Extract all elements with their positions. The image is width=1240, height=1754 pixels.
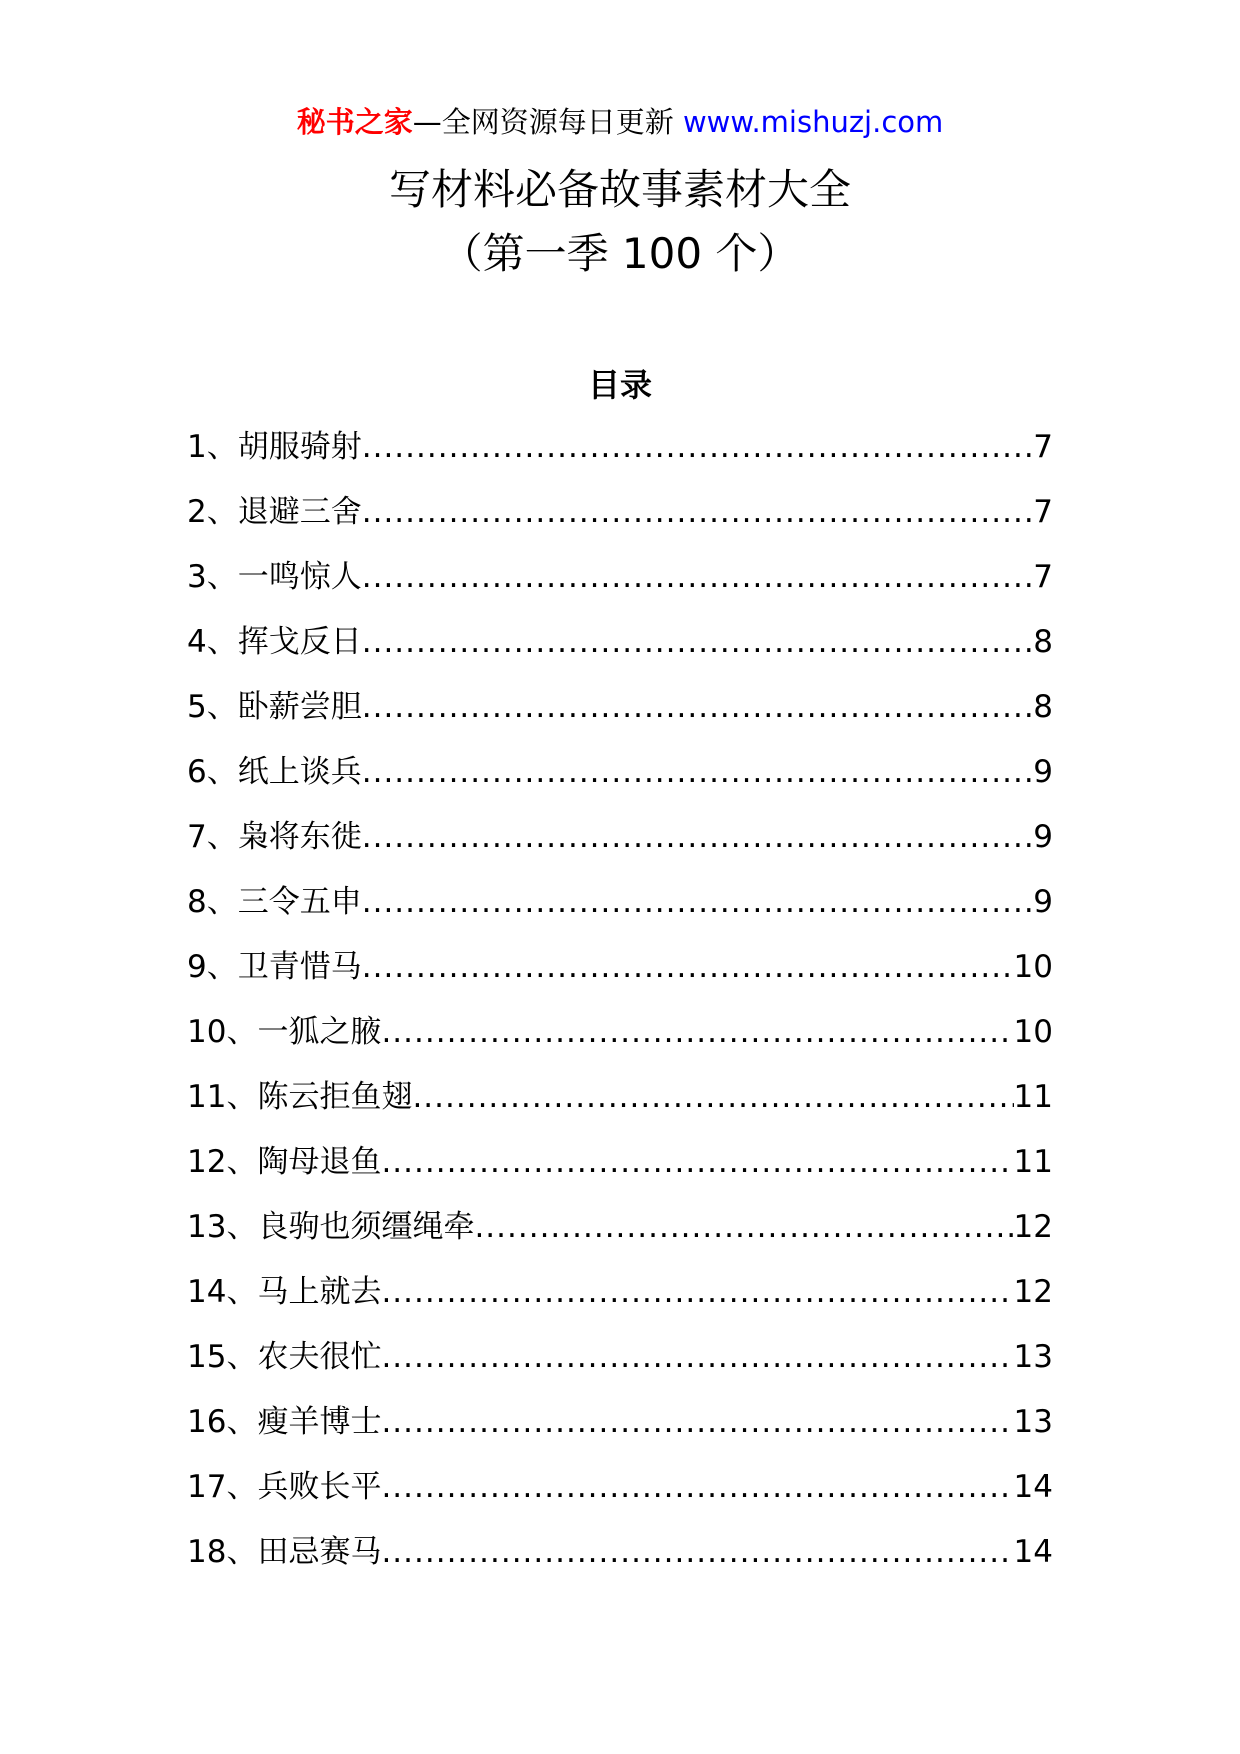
toc-leader-dots: [362, 487, 1034, 537]
toc-entry-page: 13: [1013, 1339, 1053, 1375]
toc-entry[interactable]: [187, 1072, 1053, 1137]
toc-entry-page: 9: [1033, 884, 1053, 920]
toc-heading: 目录: [587, 366, 652, 404]
toc-leader-dots: [362, 812, 1034, 862]
brand-name: 秘书之家: [296, 105, 413, 139]
document-subtitle: （第一季 100 个）: [440, 229, 800, 278]
toc-entry[interactable]: [187, 1332, 1053, 1397]
toc-entry[interactable]: [187, 747, 1053, 812]
toc-entry-title: 1、胡服骑射: [187, 429, 362, 465]
toc-entry-page: 7: [1033, 559, 1053, 595]
toc-entry[interactable]: [187, 877, 1053, 942]
toc-entry-page: 14: [1013, 1469, 1053, 1505]
toc-entry[interactable]: [187, 1527, 1053, 1592]
site-banner: [0, 100, 1240, 144]
toc-entry-title: 7、枭将东徙: [187, 819, 362, 855]
toc-leader-dots: [381, 1137, 1013, 1187]
toc-leader-dots: [362, 422, 1034, 472]
toc-entry[interactable]: [187, 1137, 1053, 1202]
toc-entry-title: 14、马上就去: [187, 1274, 382, 1310]
site-url-link[interactable]: www.mishuzj.com: [682, 105, 944, 139]
toc-leader-dots: [381, 1332, 1013, 1382]
toc-entry-title: 3、一鸣惊人: [187, 559, 362, 595]
toc-entry[interactable]: [187, 617, 1053, 682]
toc-entry-page: 11: [1013, 1079, 1053, 1115]
toc-entry[interactable]: [187, 1462, 1053, 1527]
toc-entry-page: 12: [1013, 1209, 1053, 1245]
toc-entry-page: 14: [1013, 1534, 1053, 1570]
toc-leader-dots: [381, 1397, 1013, 1447]
toc-entry[interactable]: [187, 682, 1053, 747]
toc-leader-dots: [381, 1527, 1013, 1577]
toc-entry[interactable]: [187, 1007, 1053, 1072]
toc-entry[interactable]: [187, 942, 1053, 1007]
toc-entry-title: 4、挥戈反日: [187, 624, 362, 660]
toc-leader-dots: [412, 1072, 1013, 1122]
toc-entry-title: 15、农夫很忙: [187, 1339, 382, 1375]
document-title: 写材料必备故事素材大全: [388, 165, 851, 214]
toc-entry[interactable]: [187, 1267, 1053, 1332]
toc-leader-dots: [474, 1202, 1013, 1252]
toc-entry[interactable]: [187, 1397, 1053, 1462]
toc-leader-dots: [381, 1462, 1013, 1512]
toc-entry-page: 8: [1033, 689, 1053, 725]
toc-entry-page: 10: [1013, 1014, 1053, 1050]
toc-entry[interactable]: [187, 422, 1053, 487]
toc-entry-page: 9: [1033, 819, 1053, 855]
table-of-contents: [187, 422, 1053, 1592]
toc-entry[interactable]: [187, 552, 1053, 617]
toc-entry-title: 10、一狐之腋: [187, 1014, 382, 1050]
toc-entry-page: 7: [1033, 494, 1053, 530]
banner-slogan: —全网资源每日更新: [412, 105, 683, 139]
toc-entry-page: 7: [1033, 429, 1053, 465]
toc-entry-title: 12、陶母退鱼: [187, 1144, 382, 1180]
toc-leader-dots: [362, 617, 1034, 667]
toc-leader-dots: [381, 1267, 1013, 1317]
toc-leader-dots: [362, 877, 1034, 927]
toc-entry-title: 17、兵败长平: [187, 1469, 382, 1505]
toc-entry-title: 6、纸上谈兵: [187, 754, 362, 790]
toc-entry-page: 11: [1013, 1144, 1053, 1180]
toc-entry-title: 8、三令五申: [187, 884, 362, 920]
toc-entry-title: 2、退避三舍: [187, 494, 362, 530]
toc-entry-page: 13: [1013, 1404, 1053, 1440]
toc-entry[interactable]: [187, 1202, 1053, 1267]
toc-entry-title: 18、田忌赛马: [187, 1534, 382, 1570]
toc-entry-page: 12: [1013, 1274, 1053, 1310]
toc-leader-dots: [362, 942, 1014, 992]
toc-entry-page: 8: [1033, 624, 1053, 660]
toc-entry-title: 5、卧薪尝胆: [187, 689, 362, 725]
toc-entry-page: 10: [1013, 949, 1053, 985]
toc-entry[interactable]: [187, 812, 1053, 877]
toc-entry-title: 11、陈云拒鱼翅: [187, 1079, 413, 1115]
toc-entry[interactable]: [187, 487, 1053, 552]
toc-entry-title: 16、瘦羊博士: [187, 1404, 382, 1440]
toc-leader-dots: [362, 747, 1034, 797]
toc-entry-title: 13、良驹也须缰绳牵: [187, 1209, 475, 1245]
toc-leader-dots: [381, 1007, 1013, 1057]
toc-entry-title: 9、卫青惜马: [187, 949, 362, 985]
toc-entry-page: 9: [1033, 754, 1053, 790]
toc-leader-dots: [362, 552, 1034, 602]
toc-leader-dots: [362, 682, 1034, 732]
